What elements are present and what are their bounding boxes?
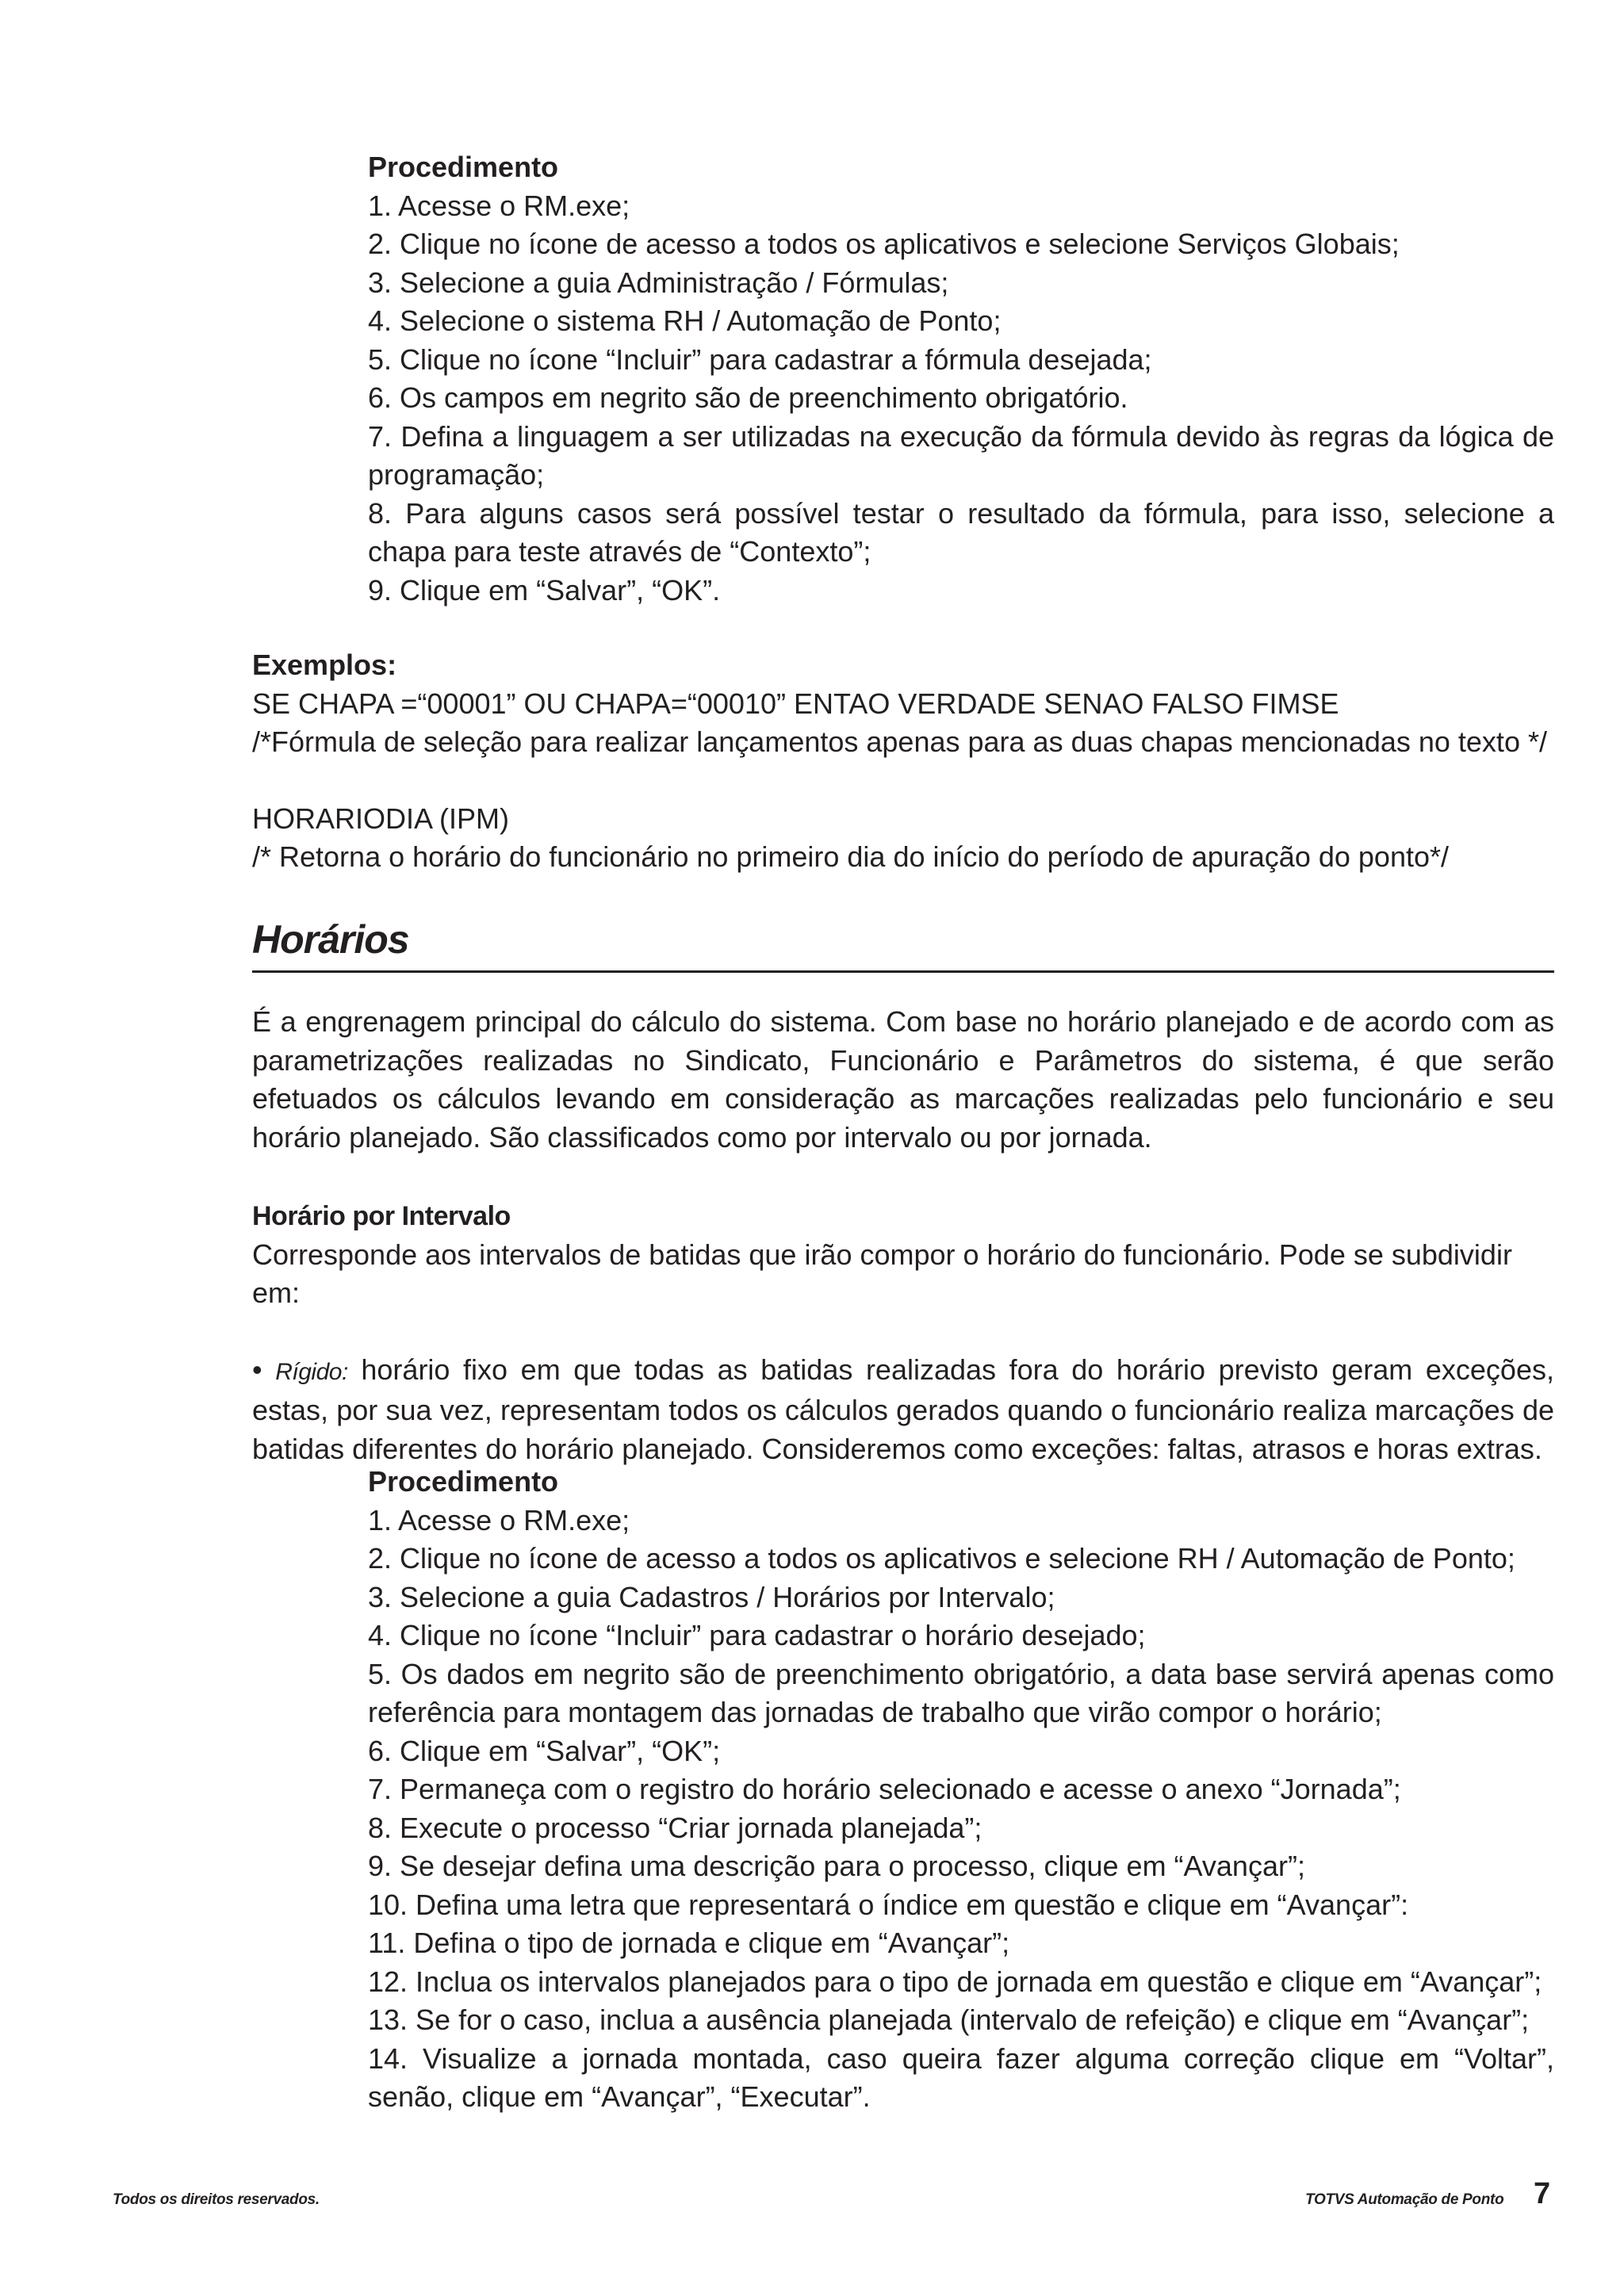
procedure-2-step: 1. Acesse o RM.exe; (368, 1503, 630, 1536)
procedure-2-steps (368, 1502, 1554, 2117)
procedure-1-heading: Procedimento (368, 151, 559, 183)
bullet-label: Rígido: (275, 1358, 348, 1385)
procedure-1-step: 9. Clique em “Salvar”, “OK”. (368, 573, 721, 607)
interval-description: Corresponde aos intervalos de batidas que irão compor o horário do funcionário. Pode se subdividir em: (252, 1238, 1512, 1309)
procedure-2-step: 6. Clique em “Salvar”, “OK”; (368, 1734, 721, 1767)
interval-heading: Horário por Intervalo (252, 1201, 511, 1231)
procedure-1-step: 8. Para alguns casos será possível testar o resultado da fórmula, para isso, selecione a chapa para teste através de “Contexto”; (368, 496, 1554, 568)
procedure-2-heading: Procedimento (368, 1465, 559, 1498)
bullet-text: horário fixo em que todas as batidas realizadas fora do horário previsto geram exceções, estas, por sua vez, representam todos os cálculos gerados quando o funcionário realiza marcações de batidas diferentes do horário planejado. Consideremos como exceções: faltas, atrasos e horas extras. (252, 1353, 1554, 1465)
procedure-1 (368, 148, 1554, 610)
footer-copyright: Todos os direitos reservados. (113, 2191, 320, 2208)
procedure-1-step: 5. Clique no ícone “Incluir” para cadastrar a fórmula desejada; (368, 342, 1152, 376)
intro-paragraph: É a engrenagem principal do cálculo do sistema. Com base no horário planejado e de acordo com as parametrizações realizadas no Sindicato, Funcionário e Parâmetros do sistema, é que serão efetuados os cálculos levando em consideração as marcações realizadas pelo funcionário e seu horário planejado. São classificados como por intervalo ou por jornada. (252, 1005, 1554, 1154)
example-comment-1: /*Fórmula de seleção para realizar lançamentos apenas para as duas chapas mencionadas no texto */ (252, 725, 1547, 758)
example-formula-2: HORARIODIA (IPM) (252, 802, 510, 835)
procedure-1-steps (368, 187, 1554, 610)
procedure-1-step: 2. Clique no ícone de acesso a todos os aplicativos e selecione Serviços Globais; (368, 228, 1400, 260)
procedure-2-step: 14. Visualize a jornada montada, caso queira fazer alguma correção clique em “Voltar”, senão, clique em “Avançar”, “Executar”. (368, 2042, 1554, 2113)
bullet-marker: • (252, 1353, 262, 1386)
page-number: 7 (1534, 2177, 1551, 2210)
procedure-2-step: 11. Defina o tipo de jornada e clique em “Avançar”; (368, 1927, 1010, 1959)
procedure-2-step: 7. Permaneça com o registro do horário selecionado e acesse o anexo “Jornada”; (368, 1773, 1401, 1805)
procedure-2-step: 9. Se desejar defina uma descrição para o processo, clique em “Avançar”; (368, 1850, 1305, 1882)
procedure-2-step: 3. Selecione a guia Cadastros / Horários por Intervalo; (368, 1580, 1055, 1613)
procedure-2 (368, 1463, 1554, 2117)
interval-bullet (252, 1351, 1554, 1469)
procedure-1-step: 3. Selecione a guia Administração / Fórmulas; (368, 266, 949, 299)
examples-block (252, 646, 1554, 877)
interval-block (252, 1197, 1554, 1468)
procedure-2-step: 4. Clique no ícone “Incluir” para cadastrar o horário desejado; (368, 1619, 1146, 1651)
procedure-2-step: 5. Os dados em negrito são de preenchimento obrigatório, a data base servirá apenas como referência para montagem das jornadas de trabalho que virão compor o horário; (368, 1657, 1554, 1728)
footer-product: TOTVS Automação de Ponto (1305, 2191, 1504, 2208)
section-title: Horários (252, 912, 1554, 973)
procedure-1-step: 1. Acesse o RM.exe; (368, 189, 630, 222)
procedure-2-step: 12. Inclua os intervalos planejados para o tipo de jornada em questão e clique em “Avançar”; (368, 1965, 1542, 1998)
procedure-1-step: 4. Selecione o sistema RH / Automação de Ponto; (368, 304, 1002, 337)
example-comment-2: /* Retorna o horário do funcionário no primeiro dia do início do período de apuração do ponto*/ (252, 840, 1449, 873)
procedure-2-step: 8. Execute o processo “Criar jornada planejada”; (368, 1811, 982, 1844)
section-intro (252, 1003, 1554, 1157)
procedure-2-step: 13. Se for o caso, inclua a ausência planejada (intervalo de refeição) e clique em “Avançar”; (368, 2003, 1530, 2036)
procedure-1-step: 7. Defina a linguagem a ser utilizadas na execução da fórmula devido às regras da lógica de programação; (368, 419, 1554, 491)
procedure-1-step: 6. Os campos em negrito são de preenchimento obrigatório. (368, 381, 1128, 414)
example-formula-1: SE CHAPA =“00001” OU CHAPA=“00010” ENTAO VERDADE SENAO FALSO FIMSE (252, 687, 1339, 720)
procedure-2-step: 10. Defina uma letra que representará o índice em questão e clique em “Avançar”: (368, 1888, 1409, 1921)
procedure-2-step: 2. Clique no ícone de acesso a todos os aplicativos e selecione RH / Automação de Ponto; (368, 1542, 1515, 1575)
examples-heading: Exemplos: (252, 649, 397, 681)
